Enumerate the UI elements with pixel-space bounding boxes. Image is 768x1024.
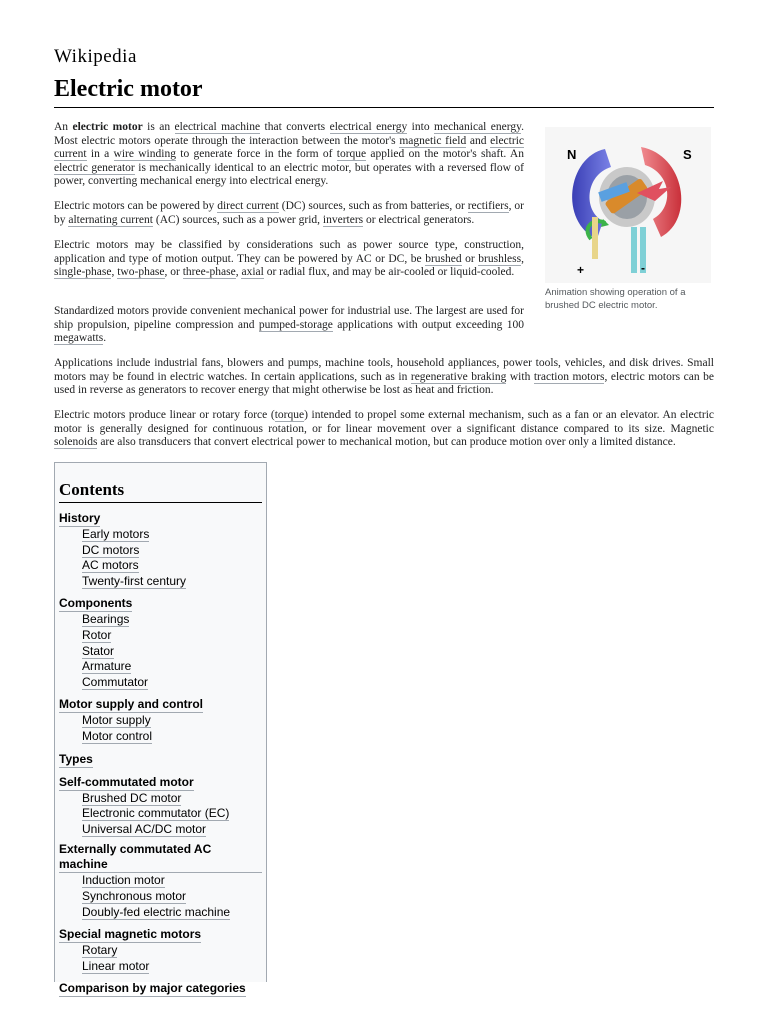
article-link[interactable]: torque (336, 148, 367, 161)
article-link[interactable]: alternating current (68, 213, 153, 226)
article-link[interactable]: electric current (54, 134, 524, 161)
toc-section-link[interactable]: Components (59, 596, 133, 611)
toc-subsection-item (82, 713, 262, 729)
toc-subsection-link[interactable]: Universal AC/DC motor (82, 821, 207, 836)
toc-subsection-link[interactable]: AC motors (82, 558, 139, 573)
paragraph-text: Electric motors may be classified by considerations such as power source type, construction, application and type of motion output. They can be powered by AC or DC, be (54, 239, 524, 265)
article-link[interactable]: electrical machine (174, 121, 261, 133)
article-link[interactable]: inverters (322, 213, 364, 226)
paragraph-text: , (235, 266, 242, 279)
paragraph-text: or (461, 252, 479, 265)
paragraph-text: applications with output exceeding 100 (332, 318, 524, 331)
paragraph-text: and (466, 134, 491, 147)
toc-subsection-link[interactable]: Doubly-fed electric machine (82, 904, 231, 919)
article-subject-term: electric motor (72, 121, 143, 133)
article-link[interactable]: traction motors (533, 370, 605, 383)
article-link[interactable]: mechanical energy (434, 121, 522, 133)
toc-section-link[interactable]: Self-commutated motor (59, 774, 194, 789)
toc-subsection-link[interactable]: Rotor (82, 627, 112, 642)
toc-subsection-link[interactable]: Commutator (82, 674, 149, 689)
article-link[interactable]: brushless (478, 252, 522, 265)
toc-subsection-item (82, 558, 262, 574)
paragraph-text: are also transducers that convert electrical power to mechanical motion, but can produce motion over only a limited distance. (97, 436, 676, 449)
toc-subsection-item (82, 675, 262, 691)
toc-subsection-item (82, 644, 262, 660)
title-underline (54, 107, 714, 108)
paragraph-text: Electric motors can be powered by (54, 200, 218, 212)
toc-subsection-item (82, 806, 262, 822)
paragraph-text: (DC) sources, such as from batteries, or (278, 200, 468, 212)
toc-section (59, 750, 262, 768)
toc-subsection-item (82, 543, 262, 559)
article-link[interactable]: single-phase (54, 266, 112, 279)
page-title: Electric motor (54, 76, 203, 102)
toc-section-link[interactable]: Comparison by major categories (59, 981, 246, 996)
article-link[interactable]: torque (274, 409, 305, 421)
toc-subsection-link[interactable]: Motor supply (82, 713, 151, 728)
paragraph-text: . (103, 332, 107, 345)
toc-subsection-item (82, 822, 262, 838)
toc-subsection-link[interactable]: Brushed DC motor (82, 790, 182, 805)
toc-subsection-item (82, 527, 262, 543)
toc-subsection-link[interactable]: Early motors (82, 527, 150, 541)
motor-animation-image[interactable] (545, 127, 711, 283)
north-pole-label: N (567, 147, 577, 162)
article-link[interactable]: electrical energy (329, 121, 408, 133)
intro-paragraph-3 (54, 239, 524, 280)
toc-subsection-link[interactable]: Motor control (82, 728, 153, 743)
intro-paragraph-4 (54, 305, 524, 346)
paragraph-text: , or by (54, 200, 524, 226)
paragraph-text: , (521, 252, 524, 265)
south-pole-label: S (683, 147, 692, 162)
article-link[interactable]: axial (241, 266, 264, 279)
paragraph-text: Applications include industrial fans, blowers and pumps, machine tools, household appliances, power tools, vehicles, and disk drives. Small motors may be found in electric watches. In certain applications, such as in (54, 357, 714, 383)
paragraph-text: with (506, 370, 534, 383)
article-link[interactable]: direct current (217, 200, 279, 212)
toc-subsection-item (82, 873, 262, 889)
toc-subsection-link[interactable]: Bearings (82, 612, 130, 627)
toc-subsection-link[interactable]: Induction motor (82, 873, 165, 888)
paragraph-text: Electric motors produce linear or rotary force ( (54, 409, 275, 421)
paragraph-text: ) intended to propel some external mechanism, such as a fan or an elevator. An electric motor is generally designed for continuous rotation, or for linear movement over a significant distance compared to its size. Magnetic (54, 409, 715, 435)
toc-section-link[interactable]: Externally commutated AC machine (59, 842, 262, 873)
paragraph-text: is mechanically identical to an electric motor, but operates with a reversed flow of power, converting mechanical energy into electrical energy. (54, 161, 524, 188)
intro-paragraph-2 (54, 200, 524, 227)
article-link[interactable]: brushed (425, 252, 462, 265)
toc-section (59, 842, 262, 920)
toc-subsection-item (82, 889, 262, 905)
toc-subsection-link[interactable]: Rotary (82, 943, 118, 958)
toc-subsection-link[interactable]: DC motors (82, 542, 140, 557)
toc-subsection-link[interactable]: Electronic commutator (EC) (82, 806, 230, 821)
paragraph-text: Standardized motors provide convenient mechanical power for industrial use. The largest are used for ship propulsion, pipeline compression and (54, 305, 524, 331)
table-of-contents (54, 462, 267, 996)
toc-section (59, 979, 262, 997)
toc-section-link[interactable]: Types (59, 751, 93, 766)
intro-paragraph-5 (54, 357, 714, 398)
figure-caption: Animation showing operation of a brushed DC electric motor. (545, 287, 686, 311)
paragraph-text: (AC) sources, such as a power grid, (153, 213, 323, 226)
toc-subsection-item (82, 943, 262, 959)
negative-terminal-label: - (641, 261, 645, 275)
toc-subsection-item (82, 959, 262, 975)
toc-subsection-item (82, 905, 262, 921)
paragraph-text: is an (142, 121, 175, 133)
toc-section (59, 594, 262, 690)
paragraph-text: in a (86, 148, 114, 161)
toc-subsection-item (82, 574, 262, 590)
toc-section-link[interactable]: History (59, 511, 101, 525)
toc-subsection-item (82, 791, 262, 807)
article-link[interactable]: magnetic field (399, 134, 467, 147)
intro-paragraph-6 (54, 409, 714, 450)
paragraph-text: that converts (260, 121, 330, 133)
paragraph-text: to generate force in the form of (175, 148, 337, 161)
toc-subsection-link[interactable]: Stator (82, 643, 115, 658)
paragraph-text: into (407, 121, 435, 133)
article-link[interactable]: megawatts (54, 332, 104, 345)
article-link[interactable]: pumped-storage (258, 318, 333, 331)
motor-figure (545, 127, 713, 312)
paragraph-text: applied on the motor's shaft. An (366, 148, 524, 161)
toc-title: Contents (59, 480, 262, 503)
intro-paragraph-1 (54, 121, 524, 189)
toc-section (59, 695, 262, 744)
toc-subsection-link[interactable]: Twenty-first century (82, 573, 187, 588)
article-link[interactable]: regenerative braking (410, 370, 507, 383)
toc-section (59, 925, 262, 974)
toc-subsection-item (82, 612, 262, 628)
toc-list (59, 509, 262, 997)
toc-subsection-item (82, 659, 262, 675)
wikipedia-wordmark[interactable]: Wikipedia (54, 46, 137, 67)
toc-section-link[interactable]: Special magnetic motors (59, 927, 202, 942)
article-link[interactable]: wire winding (113, 148, 176, 161)
toc-section-link[interactable]: Motor supply and control (59, 697, 203, 712)
paragraph-text: or radial flux, and may be air-cooled or liquid-cooled. (263, 266, 515, 279)
positive-terminal-label: + (577, 263, 585, 277)
toc-subsection-item (82, 729, 262, 745)
toc-subsection-link[interactable]: Synchronous motor (82, 888, 187, 903)
toc-subsection-link[interactable]: Linear motor (82, 958, 150, 973)
paragraph-text: , (111, 266, 118, 279)
article-link[interactable]: rectifiers (467, 200, 509, 212)
toc-section (59, 509, 262, 589)
article-link[interactable]: three-phase (182, 266, 236, 279)
toc-subsection-link[interactable]: Armature (82, 659, 132, 674)
article-link[interactable]: two-phase (117, 266, 165, 279)
paragraph-text: , electric motors can be used in reverse as generators to recover energy that might otherwise be lost as heat and friction. (54, 370, 715, 397)
toc-section (59, 773, 262, 838)
paragraph-text: , or (164, 266, 183, 279)
toc-subsection-item (82, 628, 262, 644)
paragraph-text: An (54, 121, 73, 133)
article-link[interactable]: electric generator (54, 161, 135, 174)
paragraph-text: or electrical generators. (363, 213, 475, 226)
article-link[interactable]: solenoids (54, 436, 98, 449)
paragraph-text: . Most electric motors operate through the interaction between the motor's (54, 121, 525, 147)
motor-diagram-graphic (545, 127, 711, 283)
